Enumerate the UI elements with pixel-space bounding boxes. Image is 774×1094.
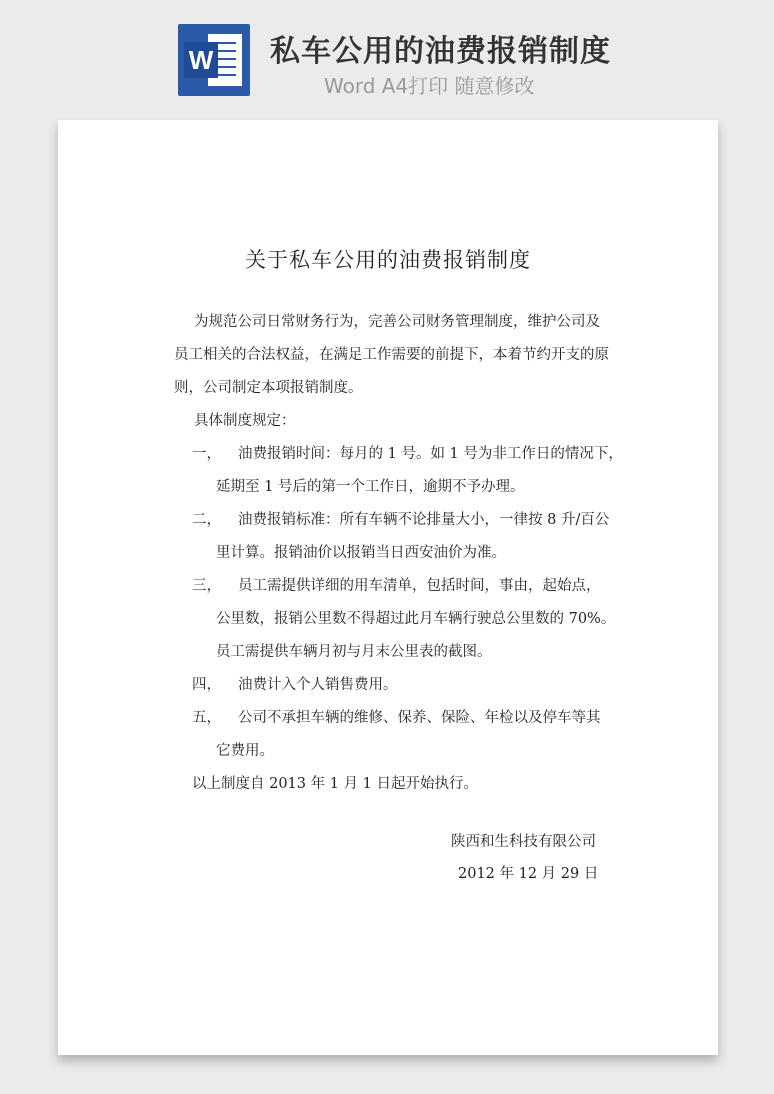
rule-line: 公司不承担车辆的维修、保养、保险、年检以及停车等其 — [238, 710, 601, 726]
app-title: 私车公用的油费报销制度 — [270, 34, 611, 69]
rule-line: 员工需提供车辆月初与月末公里表的截图。 — [216, 644, 492, 660]
header — [0, 0, 774, 110]
document-page — [58, 120, 718, 1055]
intro-line: 则，公司制定本项报销制度。 — [174, 380, 363, 396]
app-subtitle: Word A4打印 随意修改 — [324, 74, 535, 98]
rule-line: 里计算。报销油价以报销当日西安油价为准。 — [216, 545, 506, 561]
rule-number: 二， — [192, 512, 221, 528]
rule-line: 公里数，报销公里数不得超过此月车辆行驶总公里数的 70%。 — [216, 611, 616, 627]
word-icon — [178, 24, 250, 96]
rule-line: 油费报销标准：所有车辆不论排量大小，一律按 8 升/百公 — [238, 512, 610, 528]
rules-heading: 具体制度规定： — [194, 413, 296, 429]
rule-number: 五， — [192, 710, 221, 726]
signature-date: 2012 年 12 月 29 日 — [458, 866, 599, 882]
rule-line: 员工需提供详细的用车清单，包括时间，事由，起始点， — [238, 578, 601, 594]
rule-number: 四， — [192, 677, 221, 693]
rule-line: 油费计入个人销售费用。 — [238, 677, 398, 693]
document-title: 关于私车公用的油费报销制度 — [245, 248, 531, 272]
word-letter-badge: W — [184, 42, 218, 78]
rule-number: 一， — [192, 446, 221, 462]
intro-line: 员工相关的合法权益，在满足工作需要的前提下，本着节约开支的原 — [174, 347, 609, 363]
intro-line: 为规范公司日常财务行为，完善公司财务管理制度，维护公司及 — [194, 314, 600, 330]
effective-date-statement: 以上制度自 2013 年 1 月 1 日起开始执行。 — [192, 776, 479, 792]
rule-number: 三， — [192, 578, 221, 594]
rule-line: 它费用。 — [216, 743, 274, 759]
rule-line: 延期至 1 号后的第一个工作日，逾期不予办理。 — [216, 479, 525, 495]
rule-line: 油费报销时间：每月的 1 号。如 1 号为非工作日的情况下， — [238, 446, 623, 462]
company-signature: 陕西和生科技有限公司 — [451, 834, 596, 850]
